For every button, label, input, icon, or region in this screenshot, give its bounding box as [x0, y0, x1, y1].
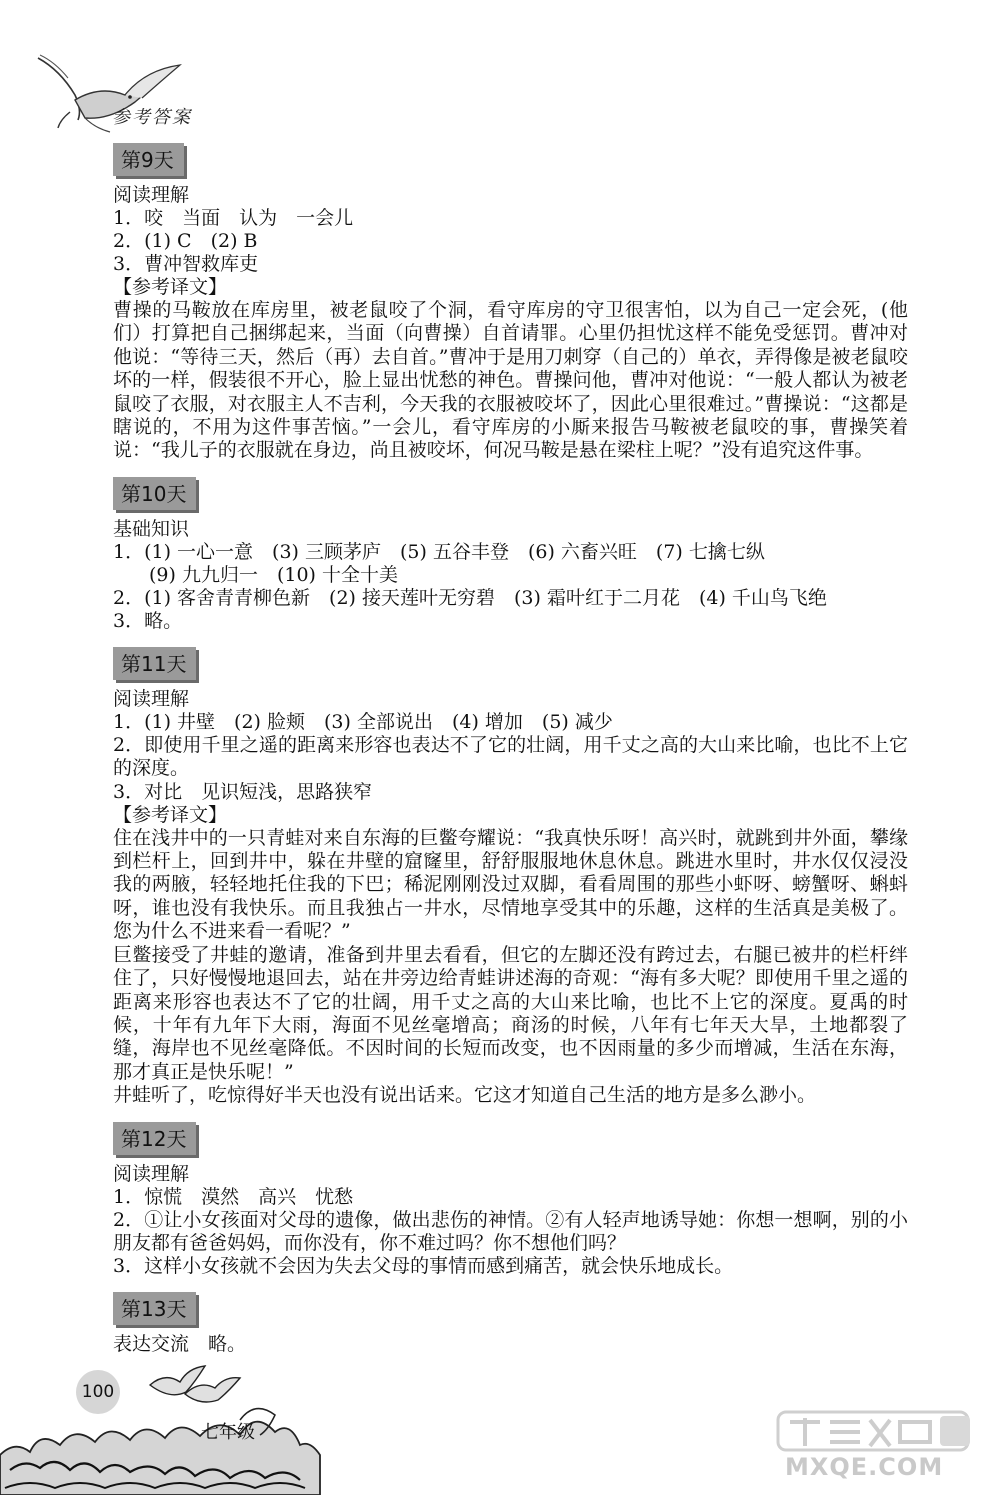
translation-paragraph: 曹操的马鞍放在库房里，被老鼠咬了个洞，看守库房的守卫很害怕，以为自己一定会死，(他们）打算把自己捆绑起来，当面（向曹操）自首请罪。心里仍担忧这样不能免受惩罚。曹冲对他说：“等待三天，然后（再）去自首。”曹冲于是用刀刺穿（自己的）单衣，弄得像是被老鼠咬坏的一样，假装很不开心，脸上显出忧愁的神色。曹操问他，曹冲对他说：“一般人都认为被老鼠咬了衣服，对衣服主人不吉利，今天我的衣服被咬坏了，因此心里很难过。”曹操说：“这都是瞎说的，不用为这件事苦恼。”一会儿，看守库房的小厮来报告马鞍被老鼠咬的事，曹操笑着说：“我儿子的衣服就在身边，尚且被咬坏，何况马鞍是悬在梁柱上呢？”没有追究这件事。	[113, 299, 908, 462]
day-tag: 第12天	[113, 1122, 196, 1155]
section-title: 阅读理解	[113, 687, 190, 710]
answer-line: 3．略。	[113, 609, 183, 632]
day-tag: 第11天	[113, 647, 196, 680]
day-11-section	[113, 647, 913, 1108]
translation-paragraph: 井蛙听了，吃惊得好半天也没有说出话来。它这才知道自己生活的地方是多么渺小。	[113, 1084, 817, 1107]
answer-line: 2．(1) 客舍青青柳色新 (2) 接天莲叶无穷碧 (3) 霜叶红于二月花 (4) 千山鸟飞绝	[113, 586, 827, 609]
day-9-section	[113, 143, 913, 463]
answer-line: (9) 九九归一 (10) 十全十美	[149, 563, 398, 586]
answer-line: 3．这样小女孩就不会因为失去父母的事情而感到痛苦，就会快乐地成长。	[113, 1255, 734, 1278]
translation-paragraph: 巨鳖接受了井蛙的邀请，准备到井里去看看，但它的左脚还没有跨过去，右腿已被井的栏杆绊住了，只好慢慢地退回去，站在井旁边给青蛙讲述海的奇观：“海有多大呢？即使用千里之遥的距离来形容也表达不了它的壮阔，用千丈之高的大山来比喻，也比不上它的深度。夏禹的时候，十年有九年下大雨，海面不见丝毫增高；商汤的时候，八年有七年天大旱，土地都裂了缝，海岸也不见丝毫降低。不因时间的长短而改变，也不因雨量的多少而增减，生活在东海，那才真正是快乐呢！”	[113, 943, 908, 1083]
translation-paragraph: 住在浅井中的一只青蛙对来自东海的巨鳖夸耀说：“我真快乐呀！高兴时，就跳到井外面，攀缘到栏杆上，回到井中，躲在井壁的窟窿里，舒舒服服地休息休息。跳进水里时，井水仅仅浸没我的两腋，轻轻地托住我的下巴；稀泥刚刚没过双脚，看看周围的那些小虾呀、螃蟹呀、蝌蚪呀，谁也没有我快乐。而且我独占一井水，尽情地享受其中的乐趣，这样的生活真是美极了。您为什么不进来看一看呢？”	[113, 826, 908, 943]
answer-line: 3．对比 见识短浅，思路狭窄	[113, 780, 373, 803]
watermark-text: MXQE.COM	[785, 1453, 944, 1481]
wave-birds-footer-illustration	[0, 1360, 380, 1495]
day-12-section	[113, 1122, 913, 1279]
header-label: 参考答案	[112, 107, 192, 128]
section-title: 阅读理解	[113, 184, 190, 206]
grade-label: 七年级	[201, 1422, 255, 1443]
answer-line: 1．(1) 一心一意 (3) 三顾茅庐 (5) 五谷丰登 (6) 六畜兴旺 (7) 七擒七纵	[113, 540, 765, 563]
answer-paragraph: 2．①让小女孩面对父母的遗像，做出悲伤的神情。②有人轻声地诱导她：你想一想啊，别的小朋友都有爸爸妈妈，而你没有，你不难过吗？你不想他们吗？	[113, 1208, 908, 1254]
answer-line: 1．咬 当面 认为 一会儿	[113, 207, 354, 229]
answer-line: 3．曹冲智救库吏	[113, 253, 259, 275]
section-title: 阅读理解	[113, 1162, 190, 1185]
answer-line: 2．(1) C (2) B	[113, 230, 258, 252]
answer-line: 1．(1) 井壁 (2) 脸颊 (3) 全部说出 (4) 增加 (5) 减少	[113, 710, 613, 733]
day-tag: 第10天	[113, 477, 196, 510]
answer-paragraph: 2．即使用千里之遥的距离来形容也表达不了它的壮阔，用千丈之高的大山来比喻，也比不上它的深度。	[113, 733, 908, 780]
page-number: 100	[76, 1370, 120, 1414]
day-10-section	[113, 477, 913, 633]
translation-heading: 【参考译文】	[113, 276, 228, 298]
section-title: 基础知识	[113, 517, 190, 540]
answer-line: 1．惊慌 漠然 高兴 忧愁	[113, 1185, 354, 1208]
day-tag: 第13天	[113, 1292, 196, 1325]
translation-heading: 【参考译文】	[113, 803, 228, 826]
section-title: 表达交流 略。	[113, 1333, 247, 1356]
day-13-section	[113, 1292, 913, 1356]
answer-content	[113, 143, 913, 1370]
day-tag: 第9天	[113, 143, 184, 176]
